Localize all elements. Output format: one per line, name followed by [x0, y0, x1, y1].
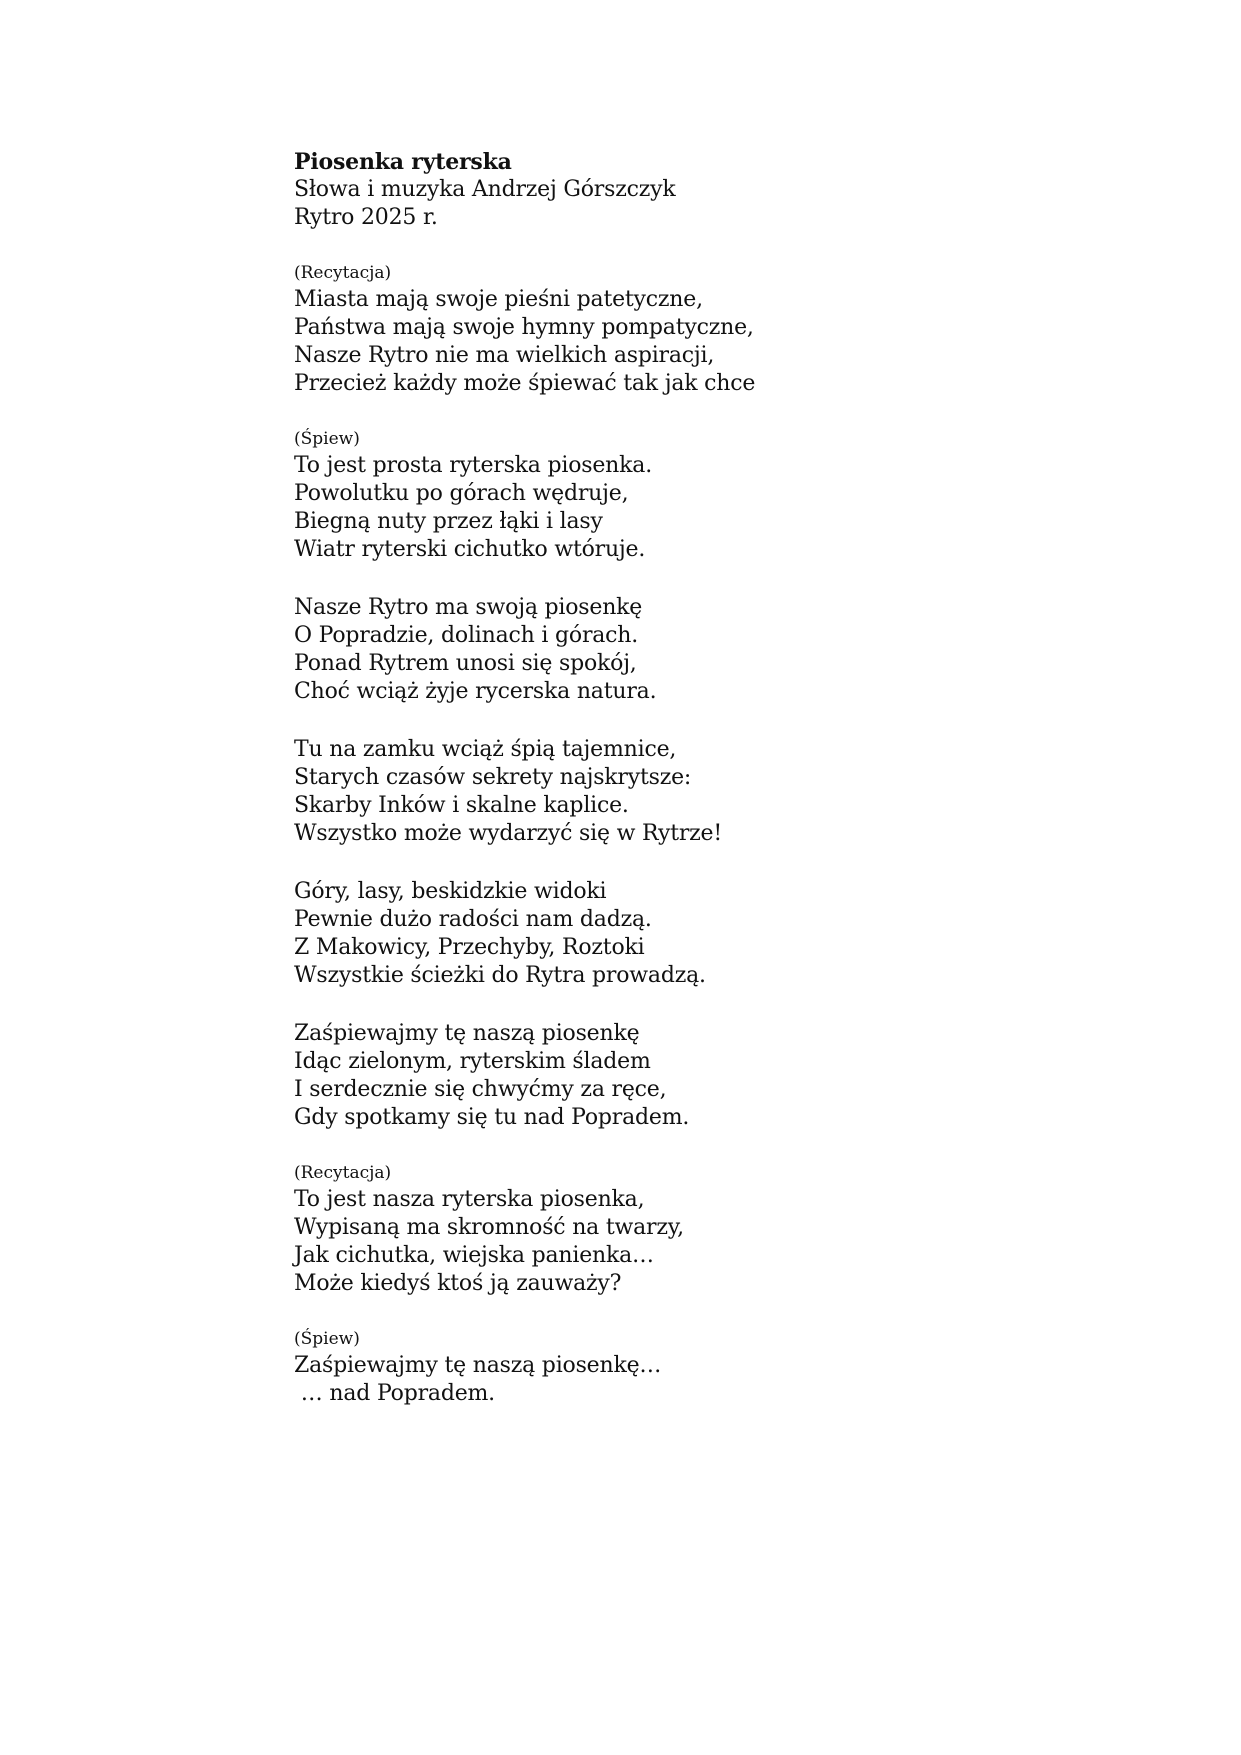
spacer [294, 706, 1114, 736]
song-credits: Słowa i muzyka Andrzej Górszczyk [294, 177, 676, 202]
lyric-line: Wiatr ryterski cichutko wtóruje. [294, 537, 646, 562]
stanza-note: (Recytacja) [294, 1163, 392, 1183]
lyric-line: Starych czasów sekrety najskrytsze: [294, 765, 692, 790]
lyric-line: Miasta mają swoje pieśni patetyczne, [294, 287, 703, 312]
lyric-line: Pewnie dużo radości nam dadzą. [294, 907, 652, 932]
lyric-line: Wszystkie ścieżki do Rytra prowadzą. [294, 963, 706, 988]
spacer [294, 1298, 1114, 1326]
lyric-line: Może kiedyś ktoś ją zauważy? [294, 1271, 622, 1296]
lyric-line: To jest nasza ryterska piosenka, [294, 1187, 645, 1212]
lyric-line: Góry, lasy, beskidzkie widoki [294, 879, 607, 904]
spacer [294, 398, 1114, 426]
lyric-line: Tu na zamku wciąż śpią tajemnice, [294, 737, 677, 762]
spacer [294, 848, 1114, 878]
stanza [294, 594, 1114, 706]
stanza [294, 736, 1114, 848]
song-place-date: Rytro 2025 r. [294, 205, 438, 230]
lyric-line: Wypisaną ma skromność na twarzy, [294, 1215, 684, 1240]
lyric-line: Zaśpiewajmy tę naszą piosenkę… [294, 1353, 662, 1378]
lyric-line: Zaśpiewajmy tę naszą piosenkę [294, 1021, 640, 1046]
lyric-line: Skarby Inków i skalne kaplice. [294, 793, 629, 818]
lyric-line: Powolutku po górach wędruje, [294, 481, 629, 506]
lyric-line: Idąc zielonym, ryterskim śladem [294, 1049, 651, 1074]
spacer [294, 232, 1114, 260]
lyric-line: Gdy spotkamy się tu nad Popradem. [294, 1105, 690, 1130]
stanza [294, 1020, 1114, 1132]
stanza-note: (Recytacja) [294, 263, 392, 283]
lyric-line: Biegną nuty przez łąki i lasy [294, 509, 603, 534]
stanza [294, 1160, 1114, 1298]
song-title: Piosenka ryterska [294, 149, 512, 175]
stanza [294, 426, 1114, 564]
spacer [294, 990, 1114, 1020]
spacer [294, 564, 1114, 594]
lyric-line: Z Makowicy, Przechyby, Roztoki [294, 935, 645, 960]
song-lyrics [294, 148, 1114, 1408]
stanza [294, 878, 1114, 990]
stanza [294, 260, 1114, 398]
lyric-line: O Popradzie, dolinach i górach. [294, 623, 639, 648]
stanza-note: (Śpiew) [294, 1329, 360, 1349]
lyric-line: Choć wciąż żyje rycerska natura. [294, 679, 657, 704]
lyric-line: Wszystko może wydarzyć się w Rytrze! [294, 821, 723, 846]
lyric-line: I serdecznie się chwyćmy za ręce, [294, 1077, 667, 1102]
lyric-line: Ponad Rytrem unosi się spokój, [294, 651, 637, 676]
lyric-line: Państwa mają swoje hymny pompatyczne, [294, 315, 754, 340]
spacer [294, 1132, 1114, 1160]
lyric-line: To jest prosta ryterska piosenka. [294, 453, 652, 478]
lyric-line: Nasze Rytro ma swoją piosenkę [294, 595, 643, 620]
lyric-line: … nad Popradem. [294, 1381, 495, 1406]
stanza [294, 1326, 1114, 1408]
lyric-line: Nasze Rytro nie ma wielkich aspiracji, [294, 343, 715, 368]
lyric-line: Jak cichutka, wiejska panienka… [294, 1243, 654, 1268]
stanza-note: (Śpiew) [294, 429, 360, 449]
lyric-line: Przecież każdy może śpiewać tak jak chce [294, 371, 756, 396]
